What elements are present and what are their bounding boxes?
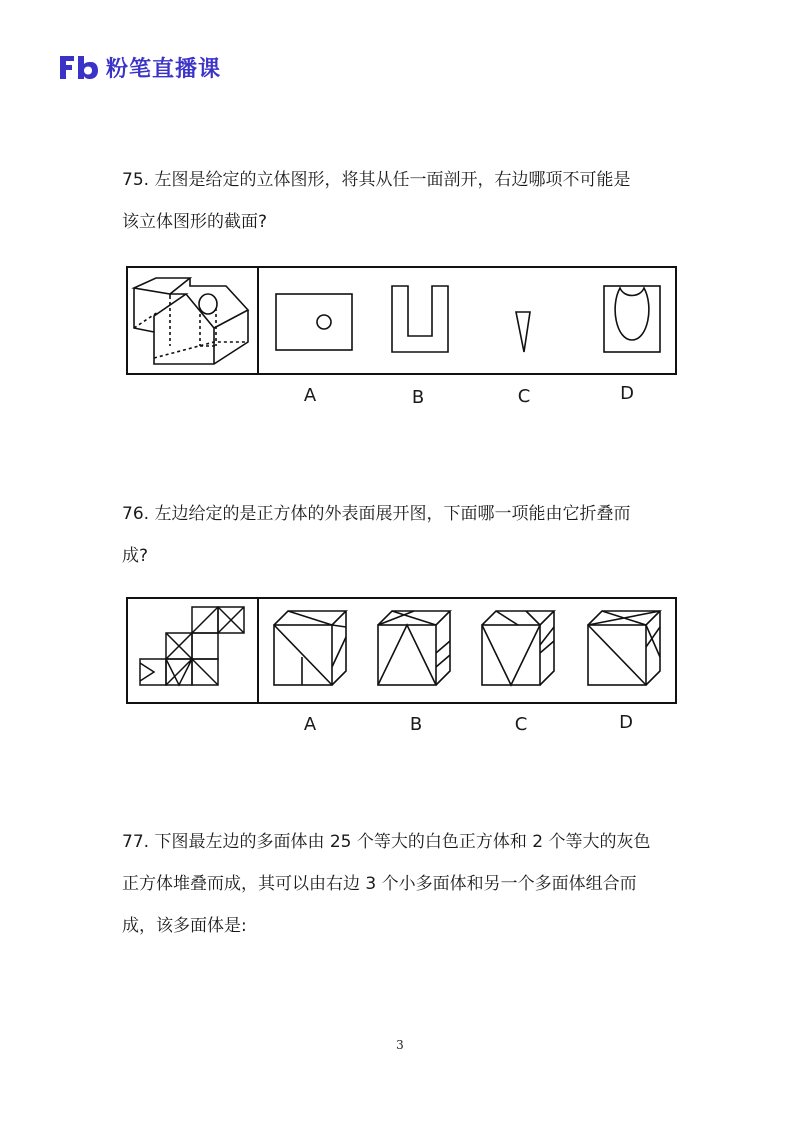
question-76-line-2: 成? xyxy=(122,546,149,566)
option-d-shape xyxy=(604,286,660,352)
question-77 xyxy=(122,824,692,944)
question-75-option-d-label: D xyxy=(620,383,634,404)
option-c-cube xyxy=(482,611,554,685)
question-75-line-1: 75. 左图是给定的立体图形，将其从任一面剖开，右边哪项不可能是 xyxy=(122,170,631,190)
question-76-line-1: 76. 左边给定的是正方体的外表面展开图，下面哪一项能由它折叠而 xyxy=(122,504,631,524)
question-76-option-a-label: A xyxy=(303,714,317,735)
question-75-figure xyxy=(126,266,678,376)
question-75 xyxy=(122,162,692,240)
option-b-cube xyxy=(378,611,450,685)
brand-logo xyxy=(56,52,221,82)
option-a-cube xyxy=(274,611,346,685)
question-77-line-2: 正方体堆叠而成，其可以由右边 3 个小多面体和另一个多面体组合而 xyxy=(122,874,637,894)
option-c-shape xyxy=(516,312,530,352)
brand-name: 粉笔直播课 xyxy=(106,56,222,82)
question-76-option-c-label: C xyxy=(514,714,528,735)
question-77-line-3: 成，该多面体是: xyxy=(122,916,247,936)
question-76 xyxy=(122,496,692,574)
page-number: 3 xyxy=(396,1038,404,1052)
fb-logo-icon xyxy=(56,52,100,82)
question-77-line-1: 77. 下图最左边的多面体由 25 个等大的白色正方体和 2 个等大的灰色 xyxy=(122,832,651,852)
option-a-shape xyxy=(276,294,352,350)
given-solid-3d xyxy=(134,278,248,364)
option-d-cube xyxy=(588,611,660,685)
cube-net xyxy=(140,607,244,685)
question-76-figure xyxy=(126,597,678,705)
question-75-line-2: 该立体图形的截面? xyxy=(122,212,268,232)
question-75-option-b-label: B xyxy=(411,387,425,408)
question-76-option-b-label: B xyxy=(409,714,423,735)
question-75-option-c-label: C xyxy=(517,386,531,407)
option-b-shape xyxy=(392,286,448,352)
question-76-option-d-label: D xyxy=(619,712,633,733)
question-75-option-a-label: A xyxy=(303,385,317,406)
